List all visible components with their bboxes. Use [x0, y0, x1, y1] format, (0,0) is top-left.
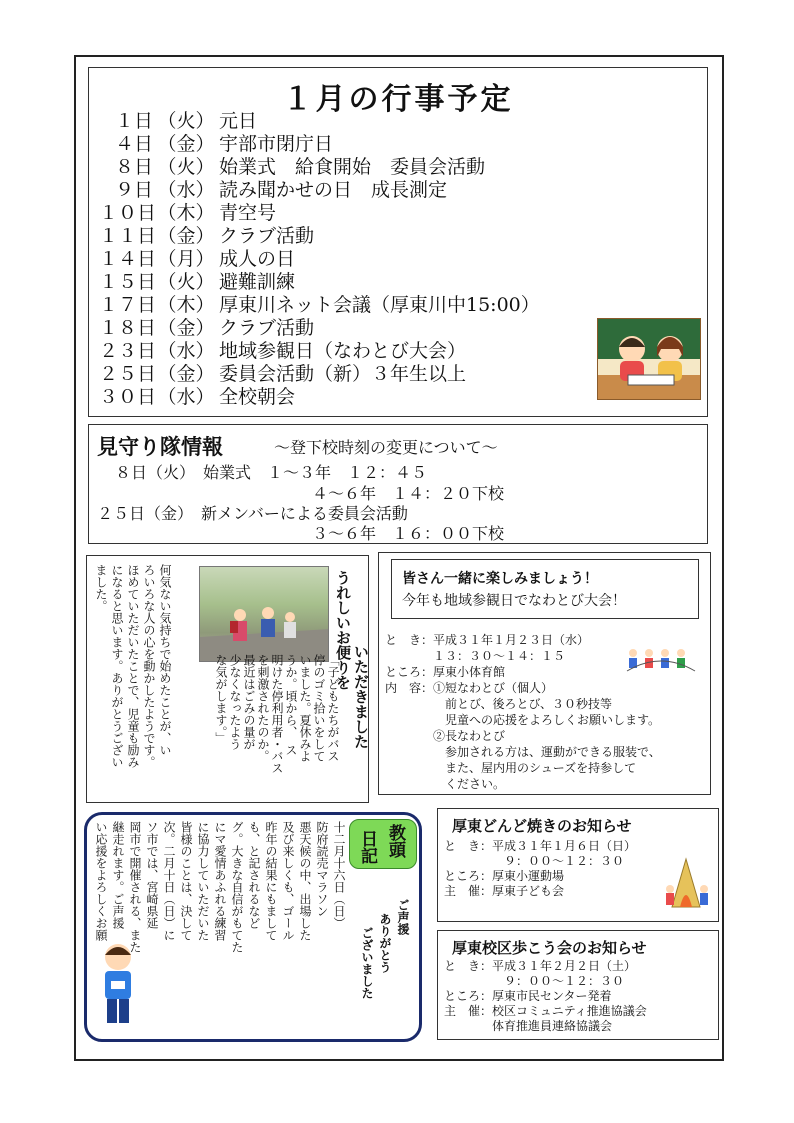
jump-rope-info-line: と き：平成３１年１月２３日（水）	[385, 633, 590, 647]
runner-boy-illustration	[95, 941, 141, 1033]
jump-rope-info-line: 前とび、後ろとび、３０秒技等	[385, 697, 613, 711]
jump-rope-headline-box	[391, 559, 699, 619]
letter-quote: 「子どもたちがバス 停のゴミ拾いをして いました。夏休みよ うか。頃から、 ス 明けた停利用者・バス を刺激されたのか。 最近はごみの量が 少なくなったよう な気がします。」	[214, 654, 340, 774]
jump-rope-info-line: また、屋内用のシューズを持参して	[385, 761, 637, 775]
bonfire-kids-illustration	[664, 849, 710, 911]
event-item: ９日 （水） 読み聞かせの日 成長測定	[114, 179, 448, 201]
diary-thanks-3: ございました	[360, 927, 374, 999]
walk-info-line: ９：００～１２：３０	[444, 974, 625, 988]
watch-line: ２５日（金） 新メンバーによる委員会活動	[97, 504, 408, 523]
watch-team-subtitle: ～登下校時刻の変更について～	[274, 438, 498, 457]
event-item: １５日（火） 避難訓練	[99, 271, 296, 293]
event-item: ２３日（水） 地域参観日（なわとび大会）	[99, 340, 467, 362]
dondo-info-line: 主 催：厚東子ども会	[444, 884, 565, 898]
jump-rope-info-line: 内 容：①短なわとび（個人）	[385, 681, 554, 695]
walk-info-line: 主 催：校区コミュニティ推進協議会	[444, 1004, 647, 1018]
reading-children-illustration	[597, 318, 701, 400]
watch-team-section	[88, 424, 708, 544]
jump-rope-info-line: 参加される方は、運動ができる服装で、	[385, 745, 661, 759]
dondo-info-line: と き：平成３１年１月６日（日）	[444, 839, 637, 853]
jump-rope-headline: 皆さん一緒に楽しみましょう！	[402, 571, 598, 587]
jump-rope-kids-illustration	[625, 645, 697, 675]
jump-rope-info-line: 児童への応援をよろしくお願いします。	[385, 713, 661, 727]
walk-info-line: と き：平成３１年２月２日（土）	[444, 959, 637, 973]
diary-thanks-1: ご声援	[396, 899, 410, 935]
vice-principal-diary-section	[84, 812, 422, 1042]
diary-thanks-2: ありがとう	[378, 913, 392, 973]
letter-section	[86, 555, 369, 803]
event-item: １１日（金） クラブ活動	[99, 225, 315, 247]
watch-line: ４～６年 １４：２０下校	[312, 484, 505, 503]
letter-body: 何気ない気持ちで始めたことが、い ろいろな人の心を動かしたようです。 ほめていただいたことで、児童も励み になると思います。ありがとうござい ました。	[94, 564, 172, 768]
diary-title-badge	[349, 819, 417, 869]
dondo-yaki-notice	[437, 808, 719, 922]
event-item: １４日（月） 成人の日	[99, 248, 296, 270]
events-title: １月の行事予定	[282, 82, 514, 117]
walk-info-line: ところ：厚東市民センター発着	[444, 989, 612, 1003]
jump-rope-section	[378, 552, 711, 795]
bus-stop-photo	[199, 566, 329, 662]
event-item: １７日（木） 厚東川ネット会議（厚東川中15:00）	[99, 294, 540, 316]
watch-team-title: 見守り隊情報	[97, 435, 223, 459]
jump-rope-subheadline: 今年も地域参観日でなわとび大会！	[402, 593, 626, 609]
event-item: ４日 （金） 宇部市閉庁日	[114, 133, 334, 155]
event-item: ２５日（金） 委員会活動（新）３年生以上	[99, 363, 467, 385]
watch-line: ３～６年 １６：００下校	[312, 524, 505, 543]
jump-rope-info-line: ください。	[385, 777, 506, 791]
event-item: １８日（金） クラブ活動	[99, 317, 315, 339]
jump-rope-info-line: ところ：厚東小体育館	[385, 665, 506, 679]
event-item: １０日（木） 青空号	[99, 202, 277, 224]
events-list	[99, 110, 540, 409]
watch-line: ８日（火） 始業式 １～３年 １２：４５	[115, 463, 428, 482]
walk-title: 厚東校区歩こう会のお知らせ	[452, 939, 647, 957]
diary-body: 十二月十六日（日） 防府読売マラソン 悪天候の中、出場した 及び来しくも、ゴール 昨年の結果にもまして も、と記されるなど グ。大きな自信がもてた にマ愛情あふれる練習 に協力していただいた 皆様のことは、決して 次。二月十日（日）に ソ市では、宮崎県延 岡市で開催される、また 継走れます。ご声援 い応援をよろしくお願	[94, 821, 346, 953]
dondo-title: 厚東どんど焼きのお知らせ	[452, 817, 632, 835]
dondo-info-line: ところ：厚東小運動場	[444, 869, 565, 883]
diary-title-1: 教頭	[385, 824, 405, 858]
letter-title-2: いただきました	[352, 644, 370, 749]
walking-event-notice	[437, 930, 719, 1040]
event-item: ３０日（水） 全校朝会	[99, 386, 296, 408]
event-item: ８日 （火） 始業式 給食開始 委員会活動	[114, 156, 486, 178]
dondo-info-line: ９：００～１２：３０	[444, 854, 625, 868]
letter-title-1: うれしいお便りを	[334, 570, 352, 690]
walk-info-line: 体育推進員連絡協議会	[444, 1019, 613, 1033]
event-item: １日 （火） 元日	[114, 110, 258, 132]
events-section	[88, 67, 708, 417]
jump-rope-info-line: １３：３０～１４：１５	[385, 649, 566, 663]
diary-title-2: 日記	[357, 830, 377, 864]
jump-rope-info-line: ②長なわとび	[385, 729, 506, 743]
